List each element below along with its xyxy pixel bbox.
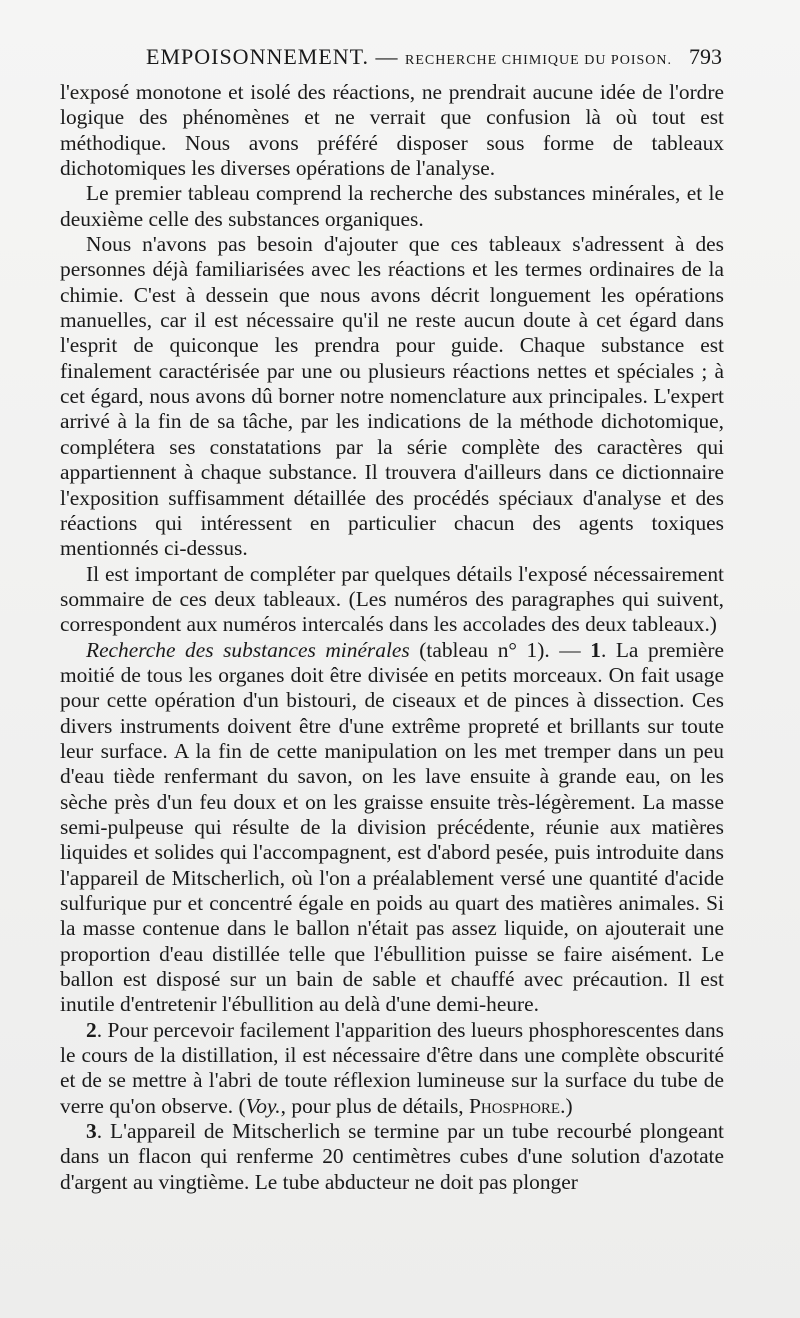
cross-reference-voy: Voy. (245, 1093, 281, 1118)
paragraph: Il est important de compléter par quelques détails l'exposé nécessairement sommaire de ces deux tableaux. (Les numéros des paragraphes qui suivent, correspondent aux numéros intercalés dans les accolades des deux tableaux.) (60, 561, 724, 637)
paragraph-numbered (60, 1119, 724, 1195)
paragraph-text: . Pour percevoir facilement l'apparition des lueurs phosphorescentes dans le cours de la distillation, il est nécessaire d'être dans une complète obscurité et de se mettre à l'abri de toute réflexion lumineuse sur la surface du tube de verre qu'on observe. ( (60, 1017, 724, 1118)
body-text (60, 80, 724, 1195)
paragraph-text: . L'appareil de Mitscherlich se termine par un tube recourbé plongeant dans un flacon qui renferme 20 centimètres cubes d'une solution d'azotate d'argent au vingtième. Le tube abducteur ne doit pas plonger (60, 1119, 724, 1194)
running-title-main: EMPOISONNEMENT. (146, 44, 369, 69)
paragraph-number: 3 (86, 1119, 97, 1144)
running-title (146, 44, 672, 70)
running-title-separator: — (368, 44, 405, 69)
section-lead: Recherche des substances minérales (86, 637, 410, 662)
paragraph-numbered (60, 638, 724, 1018)
cross-reference-end: .) (560, 1093, 573, 1118)
paragraph-number: 2 (86, 1017, 97, 1042)
cross-reference-text: , pour plus de détails, (280, 1093, 469, 1118)
running-header (60, 44, 722, 76)
paragraph: l'exposé monotone et isolé des réactions, ne prendrait aucune idée de l'ordre logique des phénomènes et ne verrait que confusion là où tout est méthodique. Nous avons préféré disposer sous forme de tableaux dichotomiques les diverses opérations de l'analyse. (60, 80, 724, 181)
paragraph-numbered (60, 1018, 724, 1119)
paragraph: Nous n'avons pas besoin d'ajouter que ces tableaux s'adressent à des personnes déjà familiarisées avec les réactions et les termes ordinaires de la chimie. C'est à dessein que nous avons décrit longuement les opérations manuelles, car il est nécessaire qu'il ne reste aucun doute à cet égard dans l'esprit de quiconque les prendra pour guide. Chaque substance est finalement caractérisée par une ou plusieurs réactions nettes et spéciales ; à cet égard, nous avons dû borner notre nomenclature aux principales. L'expert arrivé à la fin de sa tâche, par les indications de la méthode dichotomique, complétera ses constatations par la série complète des caractères qui appartiennent à chaque substance. Il trouvera d'ailleurs dans ce dictionnaire l'exposition suffisamment détaillée des procédés spéciaux d'analyse et des réactions qui intéressent en particulier chacun des agents toxiques mentionnés ci-dessus. (60, 232, 724, 561)
page-number: 793 (689, 44, 722, 69)
paragraph: Le premier tableau comprend la recherche des substances minérales, et le deuxième celle des substances organiques. (60, 181, 724, 231)
cross-reference-entry: Phosphore (469, 1093, 561, 1118)
running-subtitle: RECHERCHE CHIMIQUE DU POISON. (404, 53, 672, 68)
section-lead-suffix: (tableau n° 1). — (409, 637, 591, 662)
paragraph-text: . La première moitié de tous les organes doit être divisée en petits morceaux. On fait usage pour cette opération d'un bistouri, de ciseaux et de pinces à dissection. Ces divers instruments doivent être d'une extrême propreté et brillants sur toute leur surface. A la fin de cette manipulation on les met tremper dans un peu d'eau tiède renfermant du savon, on les lave ensuite à grande eau, on les sèche près d'un feu doux et on les graisse ensuite très-légèrement. La masse semi-pulpeuse qui résulte de la division précédente, réunie aux matières liquides et solides qui l'accompagnent, est d'abord pesée, puis introduite dans l'appareil de Mitscherlich, où l'on a préalablement versé une quantité d'acide sulfurique pur et concentré égale en poids au quart des matières animales. Si la masse contenue dans le ballon n'était pas assez liquide, on ajouterait une proportion d'eau distillée telle que l'ébullition puisse se faire aisément. Le ballon est disposé sur un bain de sable et chauffé avec précaution. Il est inutile d'entretenir l'ébullition au delà d'une demi-heure. (60, 637, 724, 1017)
paragraph-number: 1 (590, 637, 601, 662)
